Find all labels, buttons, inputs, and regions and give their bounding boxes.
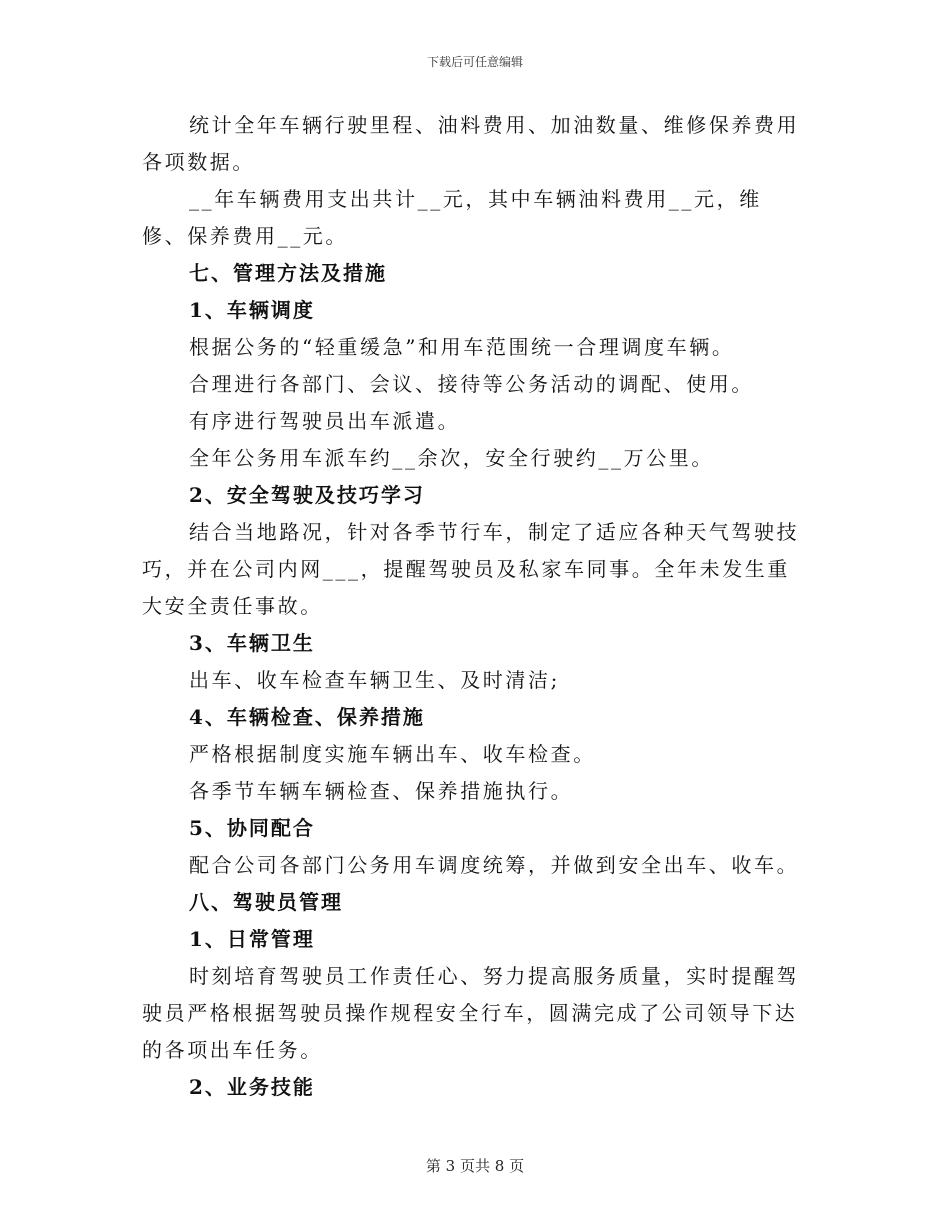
- paragraph: 合理进行各部门、会议、接待等公务活动的调配、使用。: [189, 372, 754, 396]
- subsection-heading: 4、车辆检查、保养措施: [189, 705, 425, 729]
- paragraph: 出车、收车检查车辆卫生、及时清洁;: [189, 668, 560, 692]
- section-heading: 七、管理方法及措施: [189, 261, 387, 285]
- section-heading: 八、驾驶员管理: [189, 890, 343, 914]
- paragraph: 各季节车辆车辆检查、保养措施执行。: [189, 779, 574, 803]
- paragraph: 结合当地路况，针对各季节行车，制定了适应各种天气驾驶技巧，并在公司内网___，提醒驾驶员及私家车同事。全年未发生重大安全责任事故。: [142, 520, 800, 618]
- paragraph: 严格根据制度实施车辆出车、收车检查。: [189, 742, 596, 766]
- paragraph: 配合公司各部门公务用车调度统筹，并做到安全出车、收车。: [189, 853, 800, 877]
- page-footer: 第 3 页共 8 页: [425, 1157, 525, 1175]
- subsection-heading: 1、车辆调度: [189, 298, 315, 322]
- subsection-heading: 2、安全驾驶及技巧学习: [189, 483, 425, 507]
- paragraph: 有序进行驾驶员出车派遣。: [189, 409, 461, 433]
- paragraph: 根据公务的“轻重缓急”和用车范围统一合理调度车辆。: [189, 335, 735, 359]
- paragraph: __年车辆费用支出共计__元，其中车辆油料费用__元，维修、保养费用__元。: [142, 187, 762, 248]
- subsection-heading: 3、车辆卫生: [189, 631, 315, 655]
- subsection-heading: 2、业务技能: [189, 1075, 315, 1099]
- paragraph: 统计全年车辆行驶里程、油料费用、加油数量、维修保养费用各项数据。: [142, 113, 800, 174]
- subsection-heading: 5、协同配合: [189, 816, 315, 840]
- paragraph: 全年公务用车派车约__余次，安全行驶约__万公里。: [189, 446, 714, 470]
- document-body: [142, 107, 804, 1106]
- page-header: 下载后可任意编辑: [426, 55, 523, 69]
- paragraph: 时刻培育驾驶员工作责任心、努力提高服务质量，实时提醒驾驶员严格根据驾驶员操作规程安全行车，圆满完成了公司领导下达的各项出车任务。: [142, 964, 800, 1062]
- subsection-heading: 1、日常管理: [189, 927, 315, 951]
